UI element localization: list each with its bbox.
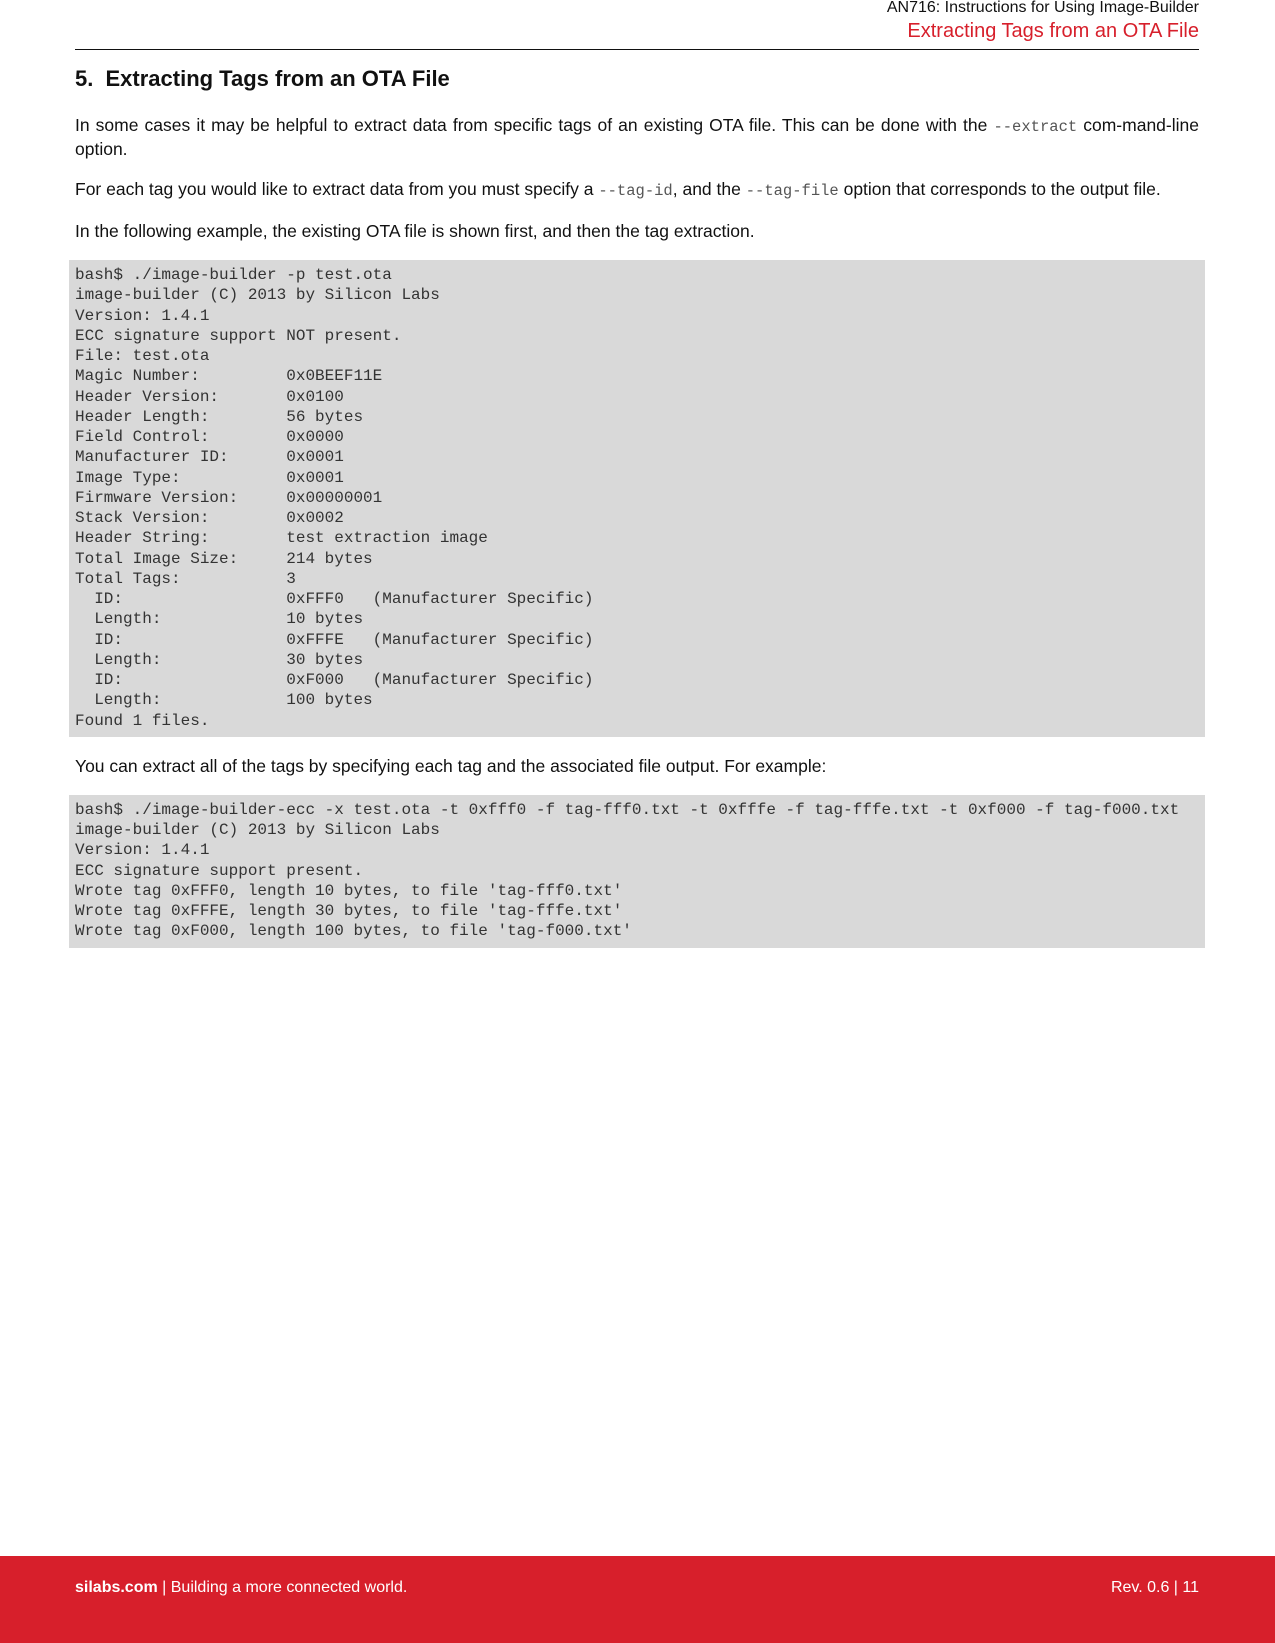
paragraph-extract-all: You can extract all of the tags by specifying each tag and the associated file output. For example:: [75, 755, 827, 776]
page-header: [887, 0, 1199, 43]
ota-print-code-block: [69, 260, 1205, 737]
header-divider: [75, 49, 1199, 50]
code-line: Header Length: 56 bytes: [75, 407, 364, 426]
header-section-title: Extracting Tags from an OTA File: [907, 20, 1199, 42]
para2-text-mid: , and the: [672, 179, 746, 199]
footer-tagline: | Building a more connected world.: [157, 1579, 408, 1596]
para1-text-after: com-mand-line option.: [75, 115, 1199, 159]
extract-option-code: --extract: [993, 118, 1078, 136]
paragraph-example-intro: In the following example, the existing OTA file is shown first, and then the tag extraction.: [75, 221, 755, 241]
code-line: Length: 100 bytes: [75, 691, 373, 710]
code-line: ID: 0xF000 (Manufacturer Specific): [75, 671, 594, 689]
paragraph-extract-intro: [75, 114, 1199, 160]
para1-text-before: In some cases it may be helpful to extract data from specific tags of an existing OTA file. This can be done with the: [75, 115, 994, 135]
para2-text-before: For each tag you would like to extract data from you must specify a: [75, 179, 599, 199]
page-content: [75, 64, 1199, 966]
code-line: Total Tags: 3: [75, 569, 296, 588]
code-line: Version: 1.4.1: [75, 841, 210, 860]
code-line: Stack Version: 0x0002: [75, 509, 344, 527]
section-title: Extracting Tags from an OTA File: [105, 66, 450, 91]
code-line: Field Control: 0x0000: [75, 428, 344, 446]
footer-left: [75, 1579, 407, 1597]
tag-id-option-code: --tag-id: [598, 182, 673, 200]
document-title: AN716: Instructions for Using Image-Builder: [886, 0, 1199, 16]
page-footer: [0, 1556, 1275, 1643]
footer-revision: Rev. 0.6 | 11: [1110, 1579, 1199, 1596]
code-line: image-builder (C) 2013 by Silicon Labs: [75, 821, 440, 839]
code-line: Firmware Version: 0x00000001: [75, 488, 383, 507]
code-line: bash$ ./image-builder-ecc -x test.ota -t 0xfff0 -f tag-fff0.txt -t 0xfffe -f tag-fffe.txt -t 0xf000 -f tag-f000.txt: [75, 800, 1180, 819]
tag-file-option-code: --tag-file: [745, 182, 839, 200]
code-line: Wrote tag 0xFFFE, length 30 bytes, to file 'tag-fffe.txt': [75, 902, 623, 920]
code-line: Version: 1.4.1: [75, 306, 210, 325]
code-line: File: test.ota: [75, 347, 210, 365]
code-line: image-builder (C) 2013 by Silicon Labs: [75, 286, 440, 305]
code-line: Wrote tag 0xF000, length 100 bytes, to file 'tag-f000.txt': [75, 922, 632, 941]
code-line: Magic Number: 0x0BEEF11E: [75, 367, 383, 386]
code-line: Header Version: 0x0100: [75, 387, 344, 406]
section-heading: [75, 64, 1199, 94]
code-line: Manufacturer ID: 0x0001: [75, 448, 344, 467]
code-line: Found 1 files.: [75, 711, 210, 730]
code-line: Total Image Size: 214 bytes: [75, 549, 373, 568]
code-line: Header String: test extraction image: [75, 529, 488, 548]
tag-extract-code-block: [69, 795, 1205, 948]
code-line: bash$ ./image-builder -p test.ota: [75, 266, 392, 284]
code-line: Length: 10 bytes: [75, 610, 364, 629]
code-line: ID: 0xFFFE (Manufacturer Specific): [75, 630, 594, 649]
footer-site-link[interactable]: silabs.com: [75, 1579, 158, 1596]
code-line: Length: 30 bytes: [75, 650, 364, 669]
code-line: ECC signature support NOT present.: [75, 326, 402, 345]
para2-text-after: option that corresponds to the output file.: [838, 179, 1161, 199]
paragraph-tag-options: [75, 178, 1199, 202]
code-line: ECC signature support present.: [75, 861, 364, 880]
section-number: 5.: [75, 66, 94, 91]
code-line: Wrote tag 0xFFF0, length 10 bytes, to file 'tag-fff0.txt': [75, 881, 623, 900]
code-line: Image Type: 0x0001: [75, 468, 344, 487]
code-line: ID: 0xFFF0 (Manufacturer Specific): [75, 590, 594, 608]
